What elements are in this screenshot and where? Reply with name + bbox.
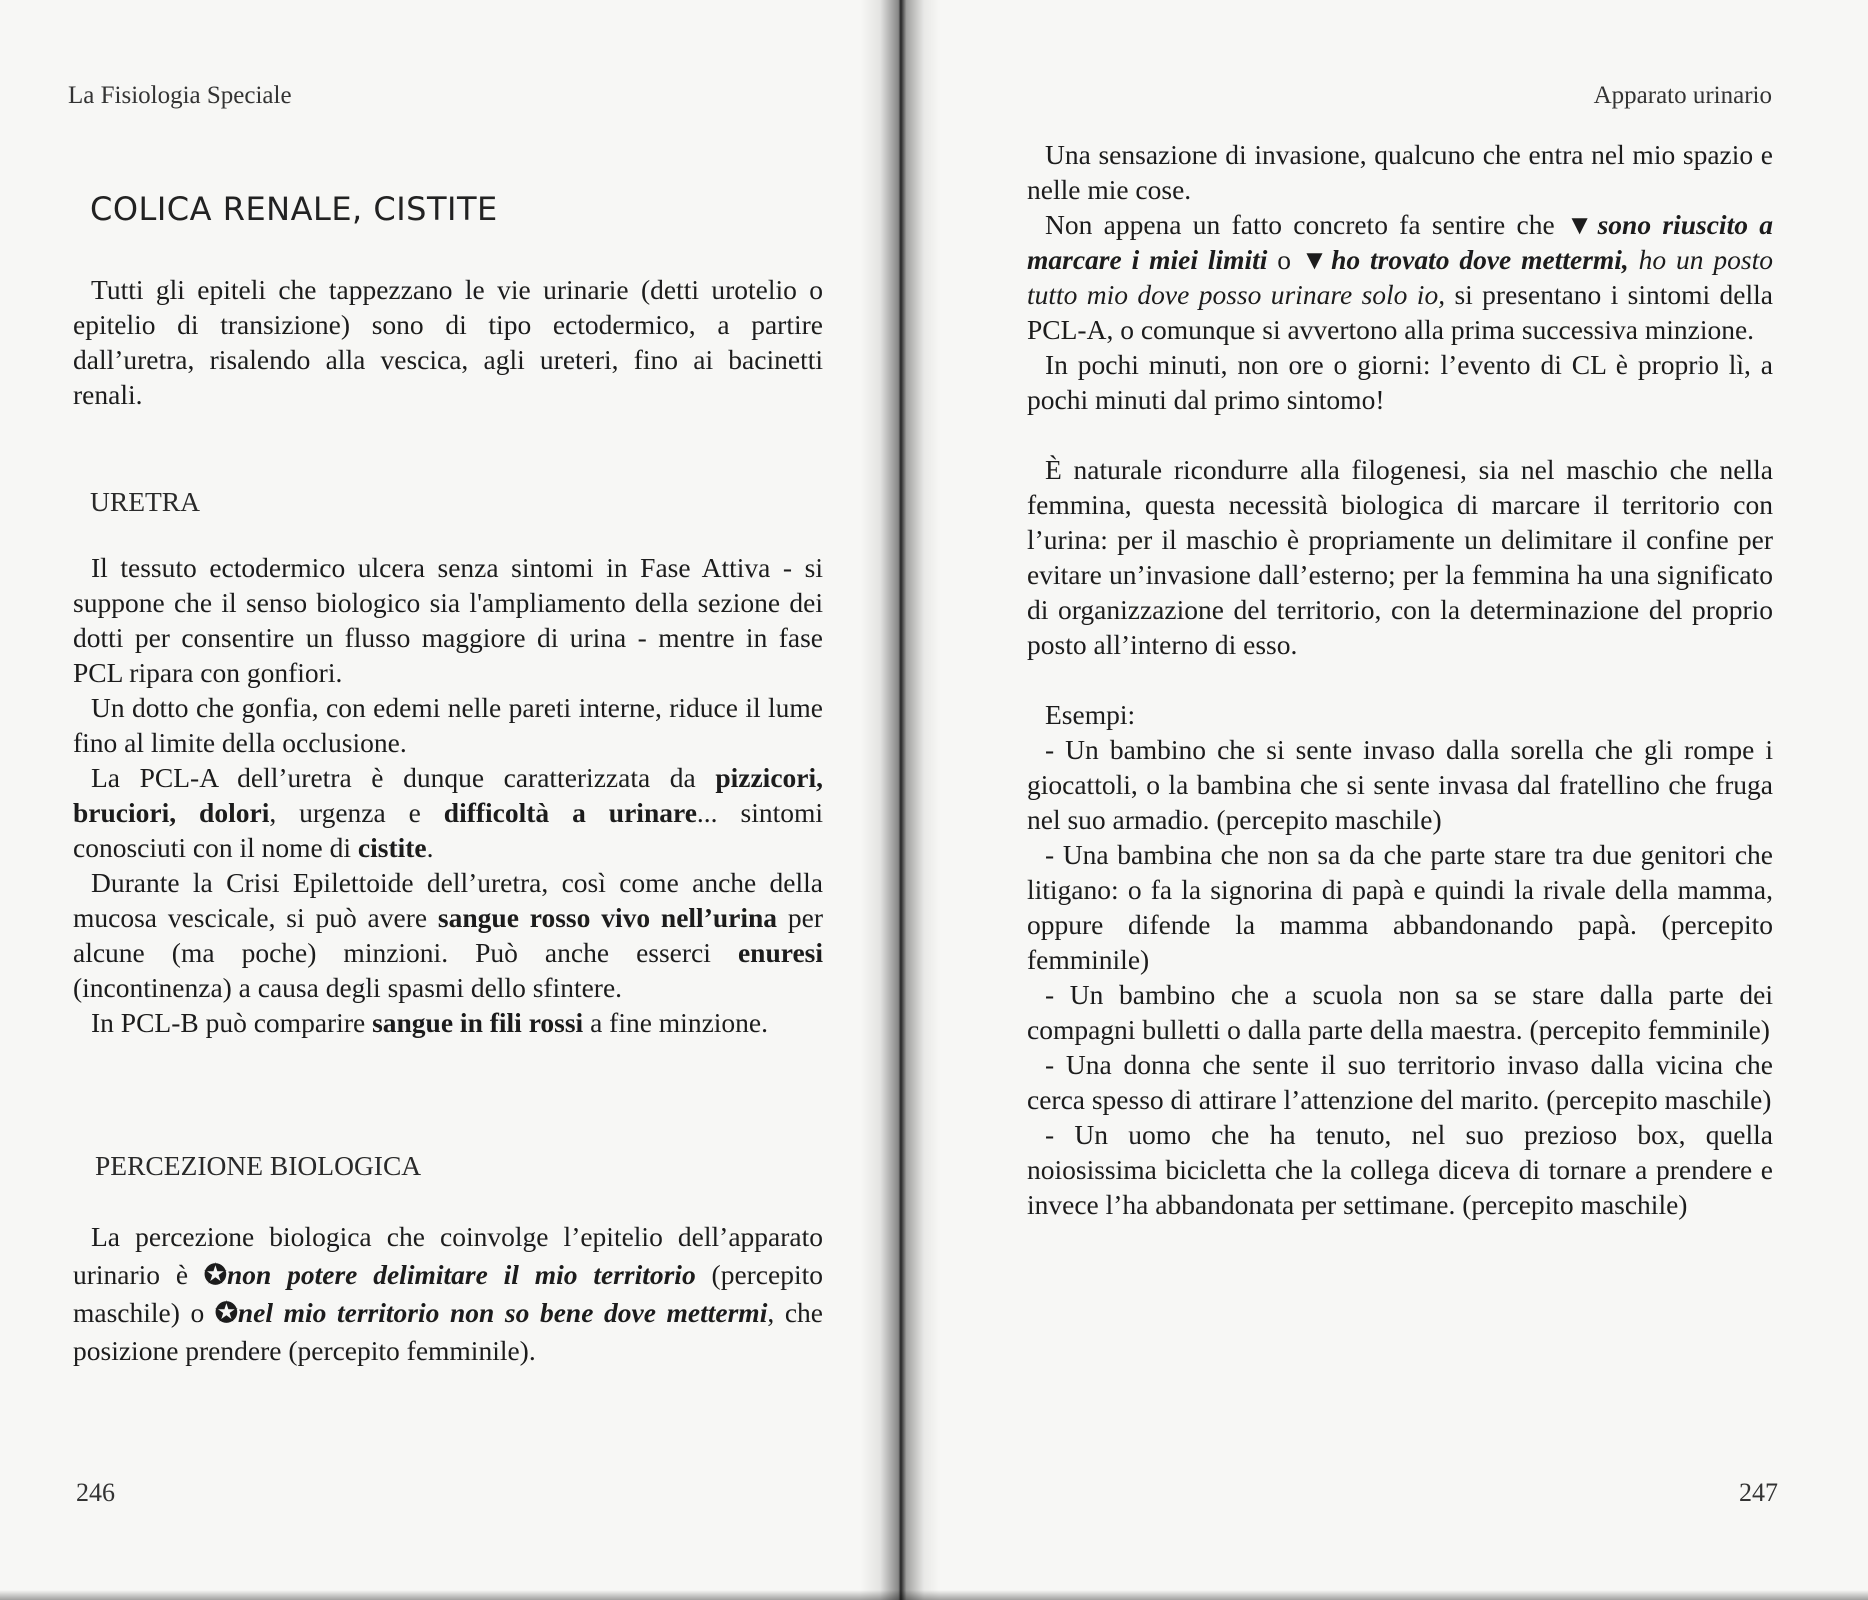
right-body-top (1027, 137, 1773, 1222)
uretra-paragraph-1: Il tessuto ectodermico ulcera senza sintomi in Fase Attiva - si suppone che il senso biologico sia l'ampliamento della sezione dei dotti per consentire un flusso maggiore di urina - mentre in fase PCL ripara con gonfiori. (73, 552, 823, 688)
uretra-paragraph-5 (73, 1005, 823, 1040)
right-paragraph-2 (1027, 207, 1773, 347)
right-page (900, 0, 1868, 1600)
star-circle-icon: ✪ (214, 1297, 238, 1328)
intro-paragraph (73, 272, 823, 412)
bold-italic-run: ho trovato dove mettermi, (1331, 244, 1629, 275)
text-run: In PCL-B può comparire (91, 1007, 373, 1038)
example-item: - Una donna che sente il suo territorio invaso dalla vicina che cerca spesso di attirare l’attenzione del marito. (percepito maschile) (1027, 1049, 1773, 1115)
uretra-paragraph-3 (73, 760, 823, 865)
example-item: - Una bambina che non sa da che parte stare tra due genitori che litigano: o fa la signorina di papà e quindi la rivale della mamma, oppure difende la mamma abbandonando papà. (percepito femminile) (1027, 839, 1773, 975)
text-run: , urgenza e (269, 797, 444, 828)
bold-italic-run: sono riuscito a marcare i miei limiti (1027, 209, 1773, 275)
example-item: - Un bambino che a scuola non sa se stare dalla parte dei compagni bulletti o dalla parte della maestra. (percepito femminile) (1027, 979, 1773, 1045)
percezione-paragraph (73, 1218, 823, 1370)
example-item: - Un bambino che si sente invaso dalla sorella che gli rompe i giocattoli, o la bambina che si sente invasa dal fratellino che fruga nel suo armadio. (percepito maschile) (1027, 734, 1773, 835)
percezione-heading: PERCEZIONE BIOLOGICA (95, 1150, 422, 1181)
star-circle-icon: ✪ (203, 1259, 227, 1290)
example-item: - Un uomo che ha tenuto, nel suo prezioso box, quella noiosissima bicicletta che la collega diceva di tornare a prendere e invece l’ha abbandonata per settimane. (percepito maschile) (1027, 1119, 1773, 1220)
uretra-paragraph-2: Un dotto che gonfia, con edemi nelle pareti interne, riduce il lume fino al limite della occlusione. (73, 692, 823, 758)
text-run: ... sintomi conosciuti con il nome di (73, 797, 824, 863)
text-run: (percepito maschile) o (73, 1259, 823, 1328)
text-run: Durante la Crisi Epilettoide dell’uretra, così come anche della mucosa vescicale, si può avere (73, 867, 823, 933)
page-number-right: 247 (1739, 1478, 1778, 1507)
bold-run: sangue rosso vivo nell’urina (437, 902, 778, 933)
intro-text: Tutti gli epiteli che tappezzano le vie urinarie (detti urotelio o epitelio di transizione) sono di tipo ectodermico, a partire dall’uretra, risalendo alla vescica, agli ureteri, fino ai bacinetti renali. (73, 274, 823, 410)
uretra-paragraph-4 (73, 865, 823, 1005)
triangle-down-icon: ▼ (1565, 209, 1598, 240)
running-head-left: La Fisiologia Speciale (68, 82, 292, 109)
text-run: Non appena un fatto concreto fa sentire che (1045, 209, 1566, 240)
text-run: per alcune (ma poche) minzioni. Può anche esserci (73, 902, 823, 968)
bold-run: enuresi (737, 937, 823, 968)
running-head-right: Apparato urinario (1593, 82, 1772, 109)
chapter-title: COLICA RENALE, CISTITE (90, 190, 498, 228)
uretra-body (73, 550, 823, 1040)
left-page (0, 0, 880, 1600)
uretra-heading: URETRA (90, 486, 200, 517)
page-number-left: 246 (76, 1478, 115, 1507)
text-run: a fine minzione. (583, 1007, 768, 1038)
text-run: si presentano i sintomi della PCL-A, o comunque si avvertono alla prima successiva minzione. (1027, 279, 1774, 345)
text-run: . (426, 832, 434, 863)
bold-italic-run: nel mio territorio non so bene dove mettermi (237, 1297, 768, 1328)
text-run: (incontinenza) a causa degli spasmi dello sfintere. (73, 972, 623, 1003)
bold-italic-run: non potere delimitare il mio territorio (226, 1259, 696, 1290)
right-paragraph-3: In pochi minuti, non ore o giorni: l’evento di CL è proprio lì, a pochi minuti dal primo sintomo! (1027, 349, 1773, 415)
examples-label: Esempi: (1045, 699, 1136, 730)
percezione-body (73, 1218, 823, 1370)
bold-run: cistite (357, 832, 427, 863)
text-run: La PCL-A dell’uretra è dunque caratterizzata da (91, 762, 716, 793)
page-bottom-edge (0, 1590, 1868, 1600)
triangle-down-icon: ▼ (1300, 244, 1332, 275)
text-run: o (1267, 244, 1301, 275)
italic-run: ho un posto tutto mio dove posso urinare solo io, (1027, 244, 1774, 310)
text-run: La percezione biologica che coinvolge l’epitelio dell’apparato urinario è (73, 1221, 823, 1290)
bold-run: sangue in fili rossi (372, 1007, 584, 1038)
right-paragraph-1: Una sensazione di invasione, qualcuno che entra nel mio spazio e nelle mie cose. (1027, 139, 1773, 205)
right-paragraph-4: È naturale ricondurre alla filogenesi, sia nel maschio che nella femmina, questa necessità biologica di marcare il territorio con l’urina: per il maschio è propriamente un delimitare il confine per evitare un’invasione dall’esterno; per la femmina ha una significato di organizzazione del territorio, con la determinazione del proprio posto all’interno di esso. (1027, 454, 1773, 660)
text-run: , che posizione prendere (percepito femminile). (73, 1297, 823, 1366)
bold-run: difficoltà a urinare (443, 797, 697, 828)
bold-run: pizzicori, bruciori, dolori (73, 762, 823, 828)
